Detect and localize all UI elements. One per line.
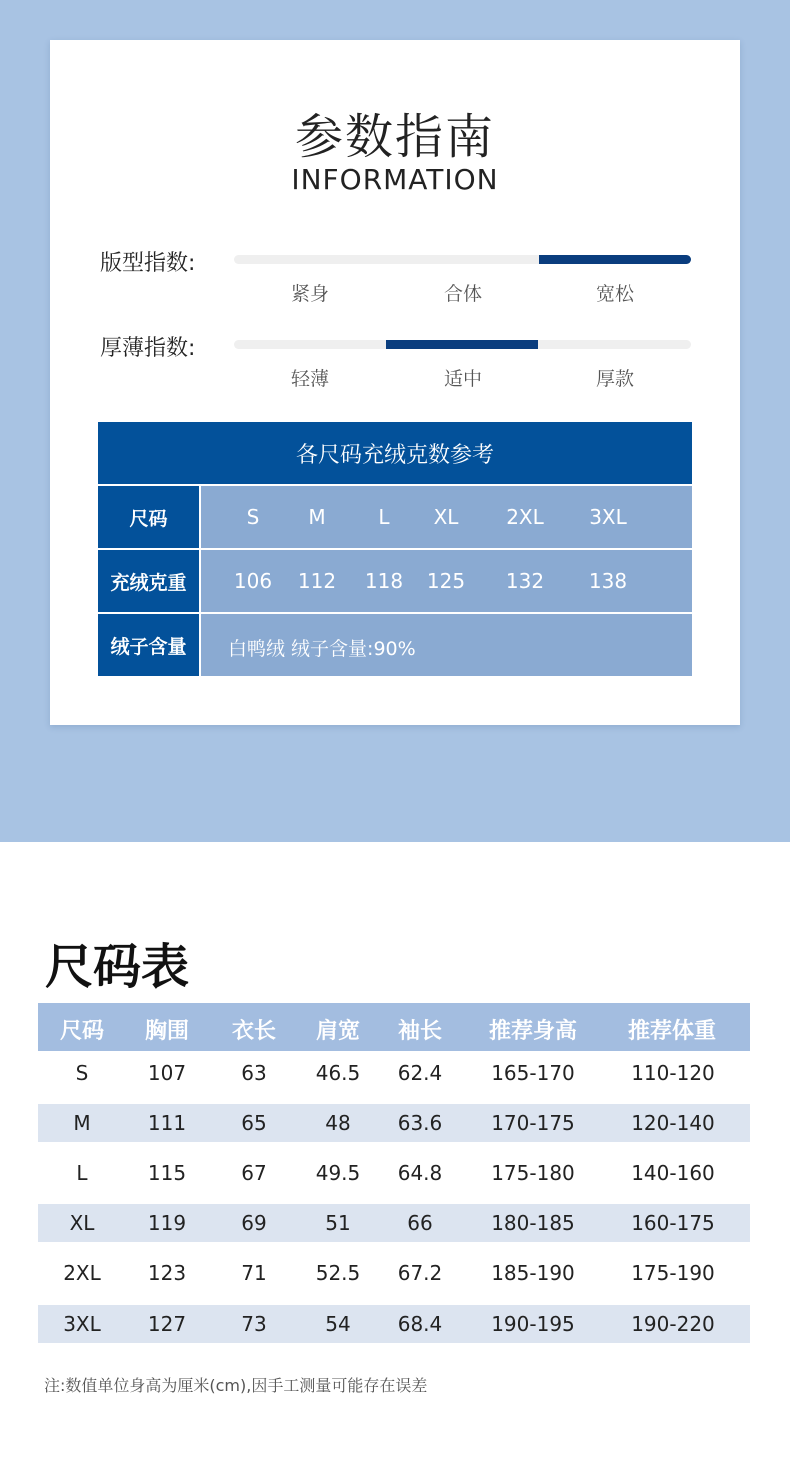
table-cell: 63.6 xyxy=(397,1111,443,1135)
thickness-tick: 适中 xyxy=(443,368,482,390)
size-cell: M xyxy=(308,505,326,529)
table-cell: 71 xyxy=(241,1261,267,1285)
size-chart-title: 尺码表 xyxy=(45,939,190,995)
table-cell: 140-160 xyxy=(631,1161,715,1185)
header-cell: 衣长 xyxy=(231,1019,276,1044)
weight-cell: 138 xyxy=(588,569,628,593)
table-cell: 54 xyxy=(325,1312,351,1336)
header-cell: 胸围 xyxy=(144,1019,189,1044)
fit-tick: 合体 xyxy=(443,283,482,305)
table-cell: 3XL xyxy=(63,1312,101,1336)
table-cell: L xyxy=(76,1161,88,1185)
table-cell: 115 xyxy=(147,1161,187,1185)
thickness-index-label: 厚薄指数: xyxy=(100,336,196,361)
table-row xyxy=(38,1254,750,1292)
page-title: 参数指南 xyxy=(294,109,495,165)
table-cell: 165-170 xyxy=(491,1061,575,1085)
table-cell: 107 xyxy=(147,1061,187,1085)
table-cell: 127 xyxy=(147,1312,187,1336)
table-cell: 46.5 xyxy=(315,1061,361,1085)
size-cell: 2XL xyxy=(506,505,544,529)
fit-tick: 宽松 xyxy=(595,283,634,305)
header-cell: 推荐体重 xyxy=(627,1019,716,1044)
fill-size-label: 尺码 xyxy=(98,486,199,548)
weight-cell: 112 xyxy=(297,569,337,593)
page-subtitle: INFORMATION xyxy=(291,163,499,196)
header-cell: 尺码 xyxy=(59,1019,104,1044)
table-cell: 65 xyxy=(241,1111,267,1135)
down-content-label: 绒子含量 xyxy=(98,614,199,676)
size-cell: XL xyxy=(433,505,459,529)
weight-cell: 106 xyxy=(233,569,273,593)
table-cell: 160-175 xyxy=(631,1211,715,1235)
fit-index-label: 版型指数: xyxy=(100,251,196,276)
footnote: 注:数值单位身高为厘米(cm),因手工测量可能存在误差 xyxy=(44,1376,428,1395)
table-row xyxy=(38,1104,750,1142)
size-cell: L xyxy=(378,505,390,529)
table-cell: 63 xyxy=(241,1061,267,1085)
fill-weight-values xyxy=(201,550,692,612)
table-row xyxy=(38,1154,750,1192)
table-cell: 48 xyxy=(325,1111,351,1135)
weight-cell: 118 xyxy=(364,569,404,593)
down-content-row xyxy=(98,614,692,676)
fit-index-track xyxy=(234,255,691,264)
fill-table-title: 各尺码充绒克数参考 xyxy=(98,422,692,484)
table-cell: 62.4 xyxy=(397,1061,443,1085)
fit-tick: 紧身 xyxy=(290,283,329,305)
table-cell: 67 xyxy=(241,1161,267,1185)
fill-weight-label: 充绒克重 xyxy=(98,550,199,612)
table-cell: 52.5 xyxy=(315,1261,361,1285)
table-cell: 185-190 xyxy=(491,1261,575,1285)
table-cell: 73 xyxy=(241,1312,267,1336)
weight-cell: 132 xyxy=(505,569,545,593)
thickness-index-fill xyxy=(386,340,538,349)
thickness-index-track xyxy=(234,340,691,349)
table-cell: XL xyxy=(69,1211,95,1235)
table-cell: 119 xyxy=(147,1211,187,1235)
table-row xyxy=(38,1204,750,1242)
table-cell: 175-190 xyxy=(631,1261,715,1285)
table-cell: 180-185 xyxy=(491,1211,575,1235)
down-content-value-cell xyxy=(201,614,692,676)
thickness-tick: 厚款 xyxy=(595,368,634,390)
table-cell: 51 xyxy=(325,1211,351,1235)
fill-size-values xyxy=(201,486,692,548)
header-cell: 推荐身高 xyxy=(488,1019,577,1044)
table-cell: S xyxy=(75,1061,89,1085)
table-cell: 190-220 xyxy=(631,1312,715,1336)
size-cell: S xyxy=(246,505,260,529)
table-cell: M xyxy=(73,1111,91,1135)
table-cell: 49.5 xyxy=(315,1161,361,1185)
fill-weight-row xyxy=(98,550,692,612)
thickness-tick: 轻薄 xyxy=(290,368,329,390)
size-chart-header xyxy=(38,1003,750,1051)
table-row xyxy=(38,1054,750,1092)
table-cell: 64.8 xyxy=(397,1161,443,1185)
fill-size-row xyxy=(98,486,692,548)
fit-index-fill xyxy=(539,255,691,264)
header-cell: 肩宽 xyxy=(315,1019,360,1044)
table-cell: 170-175 xyxy=(491,1111,575,1135)
table-cell: 123 xyxy=(147,1261,187,1285)
header-cell: 袖长 xyxy=(397,1019,442,1044)
table-cell: 175-180 xyxy=(491,1161,575,1185)
size-cell: 3XL xyxy=(589,505,627,529)
table-cell: 110-120 xyxy=(631,1061,715,1085)
table-cell: 2XL xyxy=(63,1261,101,1285)
weight-cell: 125 xyxy=(426,569,466,593)
table-cell: 111 xyxy=(147,1111,187,1135)
table-cell: 120-140 xyxy=(631,1111,715,1135)
table-cell: 190-195 xyxy=(491,1312,575,1336)
down-content-value: 白鸭绒 绒子含量:90% xyxy=(228,638,416,660)
table-cell: 69 xyxy=(241,1211,267,1235)
table-row xyxy=(38,1305,750,1343)
table-cell: 67.2 xyxy=(397,1261,443,1285)
table-cell: 68.4 xyxy=(397,1312,443,1336)
table-cell: 66 xyxy=(407,1211,433,1235)
